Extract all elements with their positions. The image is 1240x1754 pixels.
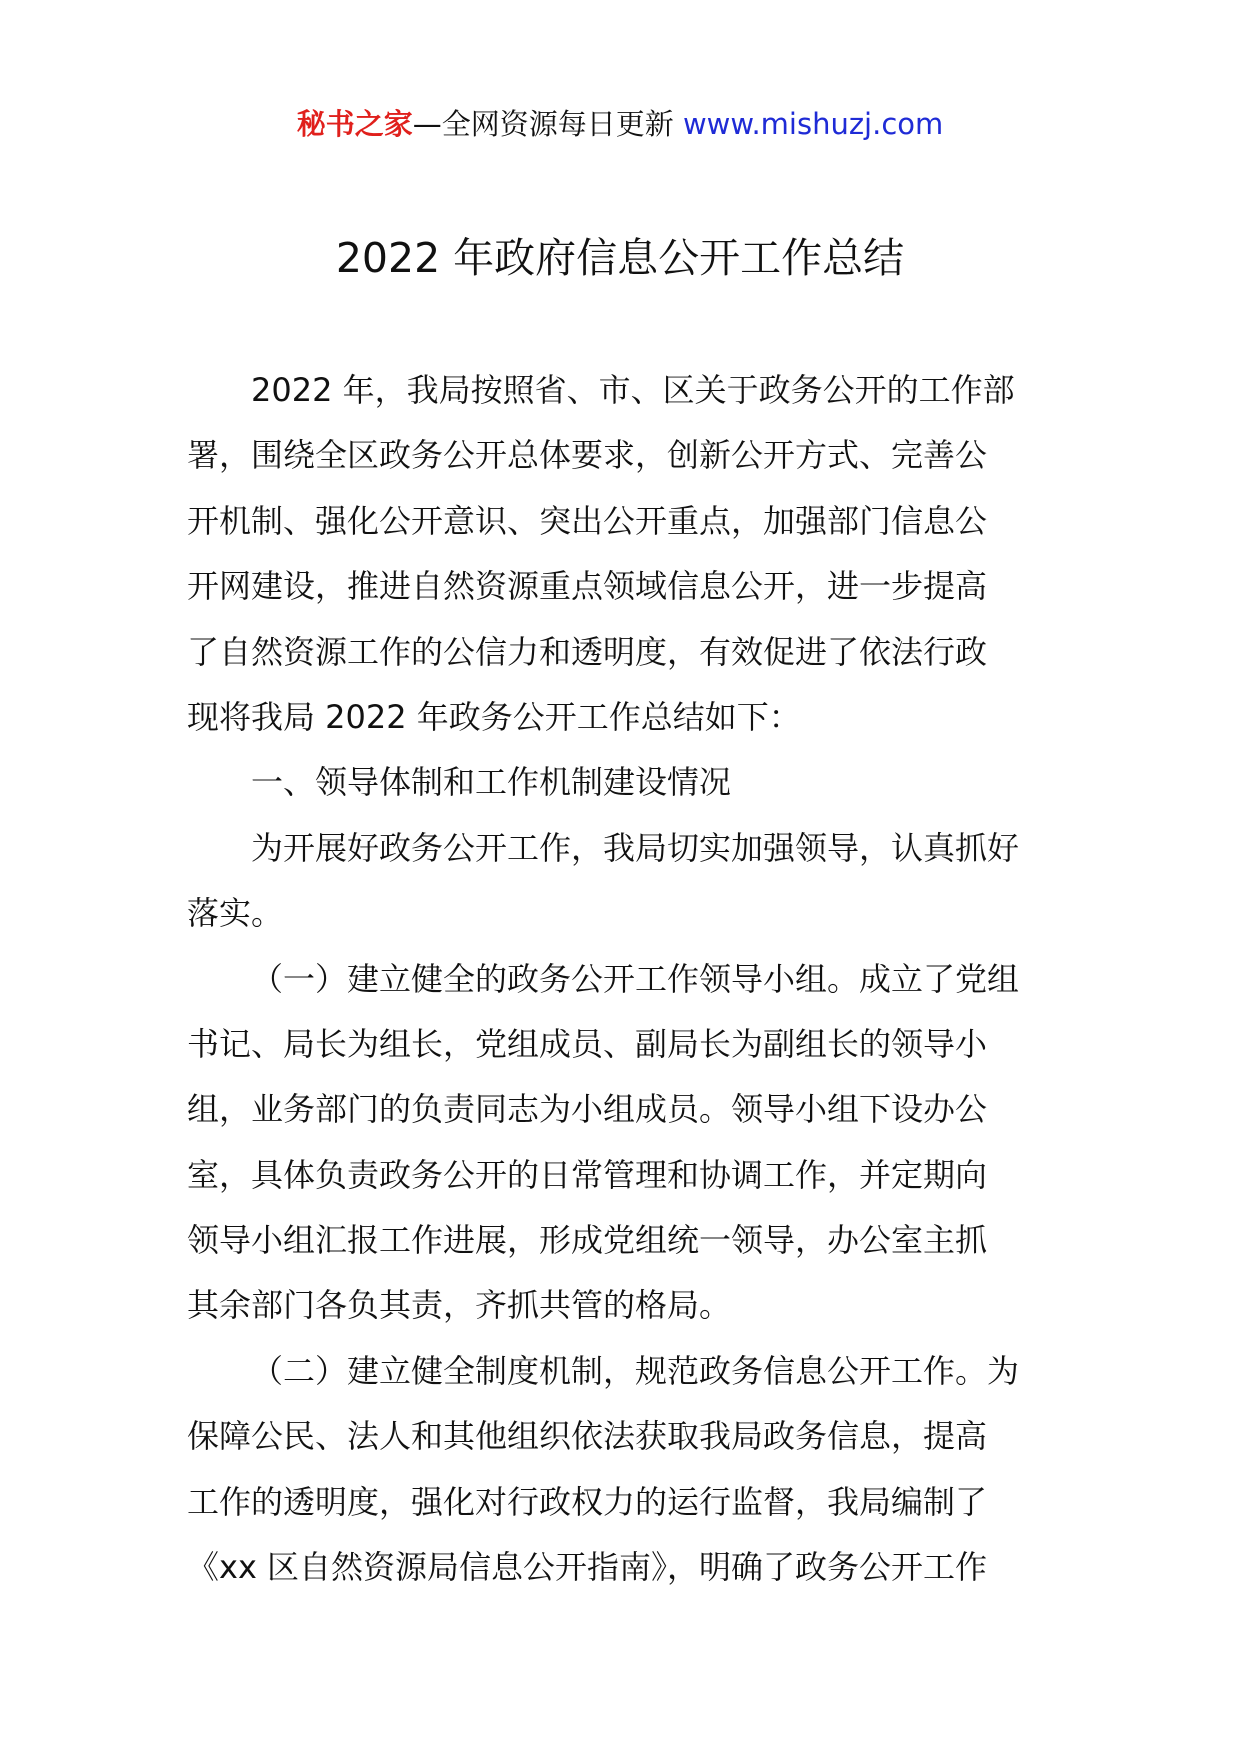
body-line: 开网建设，推进自然资源重点领域信息公开，进一步提高 — [187, 567, 988, 606]
body-line: 落实。 — [187, 894, 284, 933]
subsection-line: （一）建立健全的政务公开工作领导小组。成立了党组 — [251, 959, 1020, 998]
body-line: 工作的透明度，强化对行政权力的运行监督，我局编制了 — [187, 1482, 988, 1521]
subsection-line: （二）建立健全制度机制，规范政务信息公开工作。为 — [251, 1351, 1020, 1390]
header-tagline: —全网资源每日更新 — [412, 107, 683, 141]
body-line: 保障公民、法人和其他组织依法获取我局政务信息，提高 — [187, 1417, 988, 1456]
body-line: 书记、局长为组长，党组成员、副局长为副组长的领导小 — [187, 1024, 988, 1063]
body-line: 领导小组汇报工作进展，形成党组统一领导，办公室主抓 — [187, 1221, 988, 1260]
body-line: 组，业务部门的负责同志为小组成员。领导小组下设办公 — [187, 1090, 988, 1129]
body-line: 署，围绕全区政务公开总体要求，创新公开方式、完善公 — [187, 436, 988, 475]
body-line: 为开展好政务公开工作，我局切实加强领导，认真抓好 — [251, 828, 1020, 867]
body-line: 室，具体负责政务公开的日常管理和协调工作，并定期向 — [187, 1155, 988, 1194]
body-line: 其余部门各负其责，齐抓共管的格局。 — [187, 1286, 732, 1325]
brand-name: 秘书之家 — [296, 107, 413, 141]
body-line: 了自然资源工作的公信力和透明度，有效促进了依法行政 — [187, 632, 988, 671]
document-title: 2022 年政府信息公开工作总结 — [335, 234, 905, 282]
body-line: 现将我局 2022 年政务公开工作总结如下： — [187, 697, 801, 736]
body-line: 《xx 区自然资源局信息公开指南》，明确了政务公开工作 — [187, 1548, 988, 1587]
site-header — [0, 104, 1240, 144]
body-line: 2022 年，我局按照省、市、区关于政务公开的工作部 — [251, 371, 1015, 409]
body-line: 开机制、强化公开意识、突出公开重点，加强部门信息公 — [187, 501, 988, 540]
document-body — [187, 358, 1053, 1600]
section-heading: 一、领导体制和工作机制建设情况 — [251, 763, 732, 802]
site-url-link[interactable]: www.mishuzj.com — [682, 107, 944, 141]
